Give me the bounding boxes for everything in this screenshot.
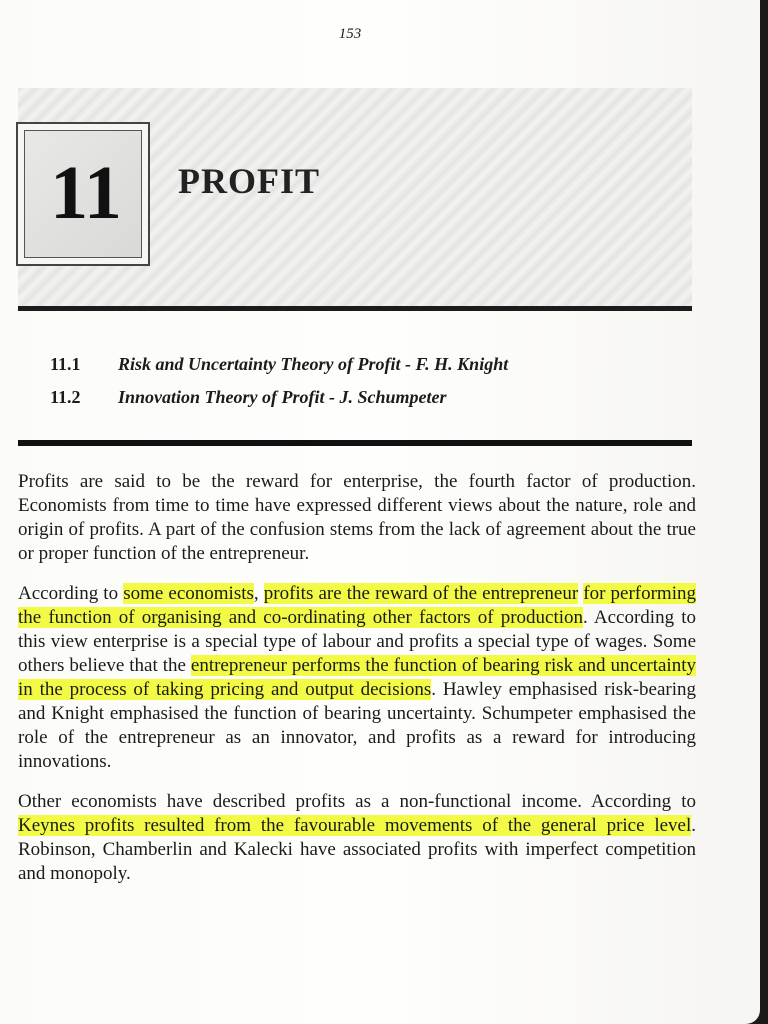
- paragraph-text: ,: [253, 583, 264, 604]
- highlighted-text: profits are the reward of the entrepreneur: [263, 583, 579, 604]
- highlighted-text: Keynes profits resulted from the favourable movements of the general price level: [18, 815, 692, 836]
- highlighted-text: in the process of taking pricing and output decisions: [18, 679, 432, 700]
- toc-item-title: Innovation Theory of Profit - J. Schumpeter: [118, 387, 447, 407]
- chapter-title: PROFIT: [178, 161, 321, 201]
- paragraph-text: Profits are said to be the reward for enterprise, the fourth factor of production. Economists from time to time have expressed different views about the nature, role and origin of profits. A part of the confusion stems from the lack of agreement about the true or proper function of the entrepreneur.: [18, 471, 696, 564]
- paragraph-text: . Robinson, Chamberlin and Kalecki have associated profits with imperfect competition and monopoly.: [18, 815, 696, 884]
- body-paragraph: [18, 582, 696, 774]
- paragraph-text: According to: [18, 583, 124, 604]
- chapter-number-box: [16, 122, 150, 266]
- chapter-number: 11: [50, 151, 122, 235]
- toc-item-title: Risk and Uncertainty Theory of Profit - F. H. Knight: [118, 354, 509, 374]
- banner-divider: [18, 306, 692, 311]
- paragraph-text: . According to this view enterprise is a special type of labour and profits a special type of wages. Some others believe that the: [18, 607, 696, 676]
- toc-item: [50, 381, 700, 414]
- section-divider: [18, 440, 692, 446]
- body-text: [18, 470, 696, 902]
- chapter-contents: [50, 348, 700, 414]
- page-number: 153: [338, 26, 362, 42]
- body-paragraph: [18, 790, 696, 886]
- highlighted-text: for performing the function of organising and co-ordinating other factors of production: [18, 583, 696, 628]
- highlighted-text: some economists: [123, 583, 254, 604]
- paragraph-text: Other economists have described profits as a non-functional income. According to: [18, 791, 696, 812]
- highlighted-text: entrepreneur performs the function of bearing risk and uncertainty: [190, 655, 696, 676]
- toc-item: [50, 348, 700, 381]
- paragraph-text: . Hawley emphasised risk-bearing and Knight emphasised the function of bearing uncertainty. Schumpeter emphasised the role of the entrepreneur as an innovator, and profits as a reward for introducing innovations.: [18, 679, 696, 772]
- body-paragraph: [18, 470, 696, 566]
- toc-item-number: 11.1: [50, 354, 81, 374]
- toc-item-number: 11.2: [50, 387, 81, 407]
